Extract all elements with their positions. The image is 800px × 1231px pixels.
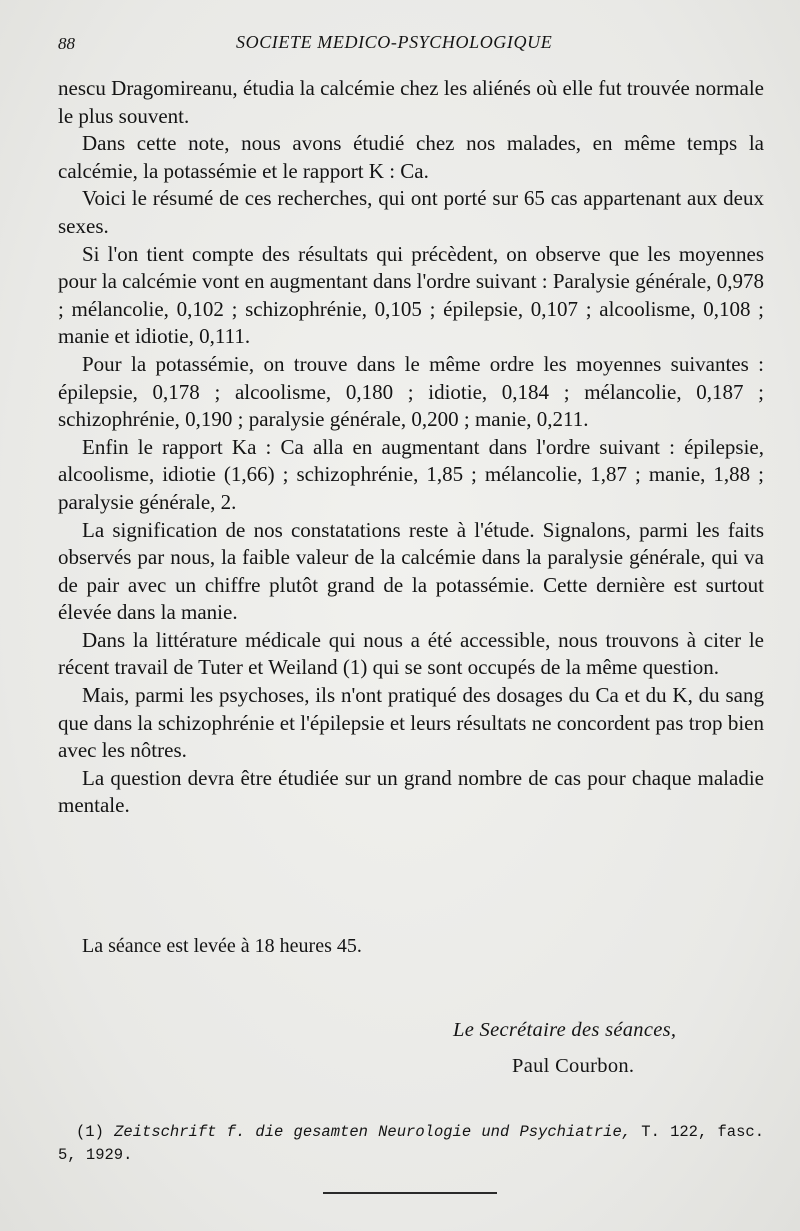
paragraph: Mais, parmi les psychoses, ils n'ont pratiqué des dosages du Ca et du K, du sang que dans la schizophrénie et l'épilepsie et leurs résultats ne concordent pas trop bien avec les nôtres. bbox=[58, 683, 764, 763]
paragraph: Voici le résumé de ces recherches, qui ont porté sur 65 cas appartenant aux deux sexes. bbox=[58, 186, 764, 238]
footnote-reference: T. 122, fasc. 5, 1929. bbox=[58, 1123, 764, 1164]
paragraph: nescu Dragomireanu, étudia la calcémie chez les aliénés où elle fut trouvée normale le plus souvent. bbox=[58, 76, 764, 128]
paragraph: Dans la littérature médicale qui nous a été accessible, nous trouvons à citer le récent travail de Tuter et Weiland (1) qui se sont occupés de la même question. bbox=[58, 627, 764, 680]
footnote bbox=[58, 1121, 764, 1167]
paragraph: Dans cette note, nous avons étudié chez nos malades, en même temps la calcémie, la potassémie et le rapport K : Ca. bbox=[58, 131, 764, 183]
paragraph: Enfin le rapport Ka : Ca alla en augmentant dans l'ordre suivant : épilepsie, alcoolisme, idiotie (1,66) ; schizophrénie, 1,85 ; mélancolie, 1,87 ; manie, 1,88 ; paralysie générale, 2. bbox=[58, 434, 764, 514]
page-header bbox=[58, 30, 760, 60]
page-number: 88 bbox=[58, 34, 75, 53]
paragraph: Si l'on tient compte des résultats qui précèdent, on observe que les moyennes pour la calcémie vont en augmentant dans l'ordre suivant : Paralysie générale, 0,978 ; mélancolie, 0,102 ; schizophrénie, 0,105 ; épilepsie, 0,107 ; alcoolisme, 0,108 ; manie et idiotie, 0,111. bbox=[58, 241, 764, 349]
paragraph: La signification de nos constatations reste à l'étude. Signalons, parmi les faits observés par nous, la faible valeur de la calcémie dans la paralysie générale, qui va de pair avec un chiffre plutôt grand de la potassémie. Cette dernière est surtout élevée dans la manie. bbox=[58, 517, 764, 625]
paragraph: La question devra être étudiée sur un grand nombre de cas pour chaque maladie mentale. bbox=[58, 765, 764, 818]
footnote-marker: (1) bbox=[76, 1123, 104, 1141]
closing-line: La séance est levée à 18 heures 45. bbox=[82, 935, 362, 957]
running-head: SOCIETE MEDICO-PSYCHOLOGIQUE bbox=[236, 32, 553, 52]
body-text bbox=[58, 75, 764, 820]
signature-title: Le Secrétaire des séances, bbox=[453, 1019, 677, 1041]
paragraph: Pour la potassémie, on trouve dans le même ordre les moyennes suivantes : épilepsie, 0,178 ; alcoolisme, 0,180 ; idiotie, 0,184 ; mélancolie, 0,187 ; schizophrénie, 0,190 ; paralysie générale, 0,200 ; manie, 0,211. bbox=[58, 351, 764, 432]
footnote-source: Zeitschrift f. die gesamten Neurologie und Psychiatrie, bbox=[114, 1123, 632, 1141]
bottom-rule bbox=[323, 1192, 497, 1194]
signature-name: Paul Courbon. bbox=[512, 1055, 635, 1077]
